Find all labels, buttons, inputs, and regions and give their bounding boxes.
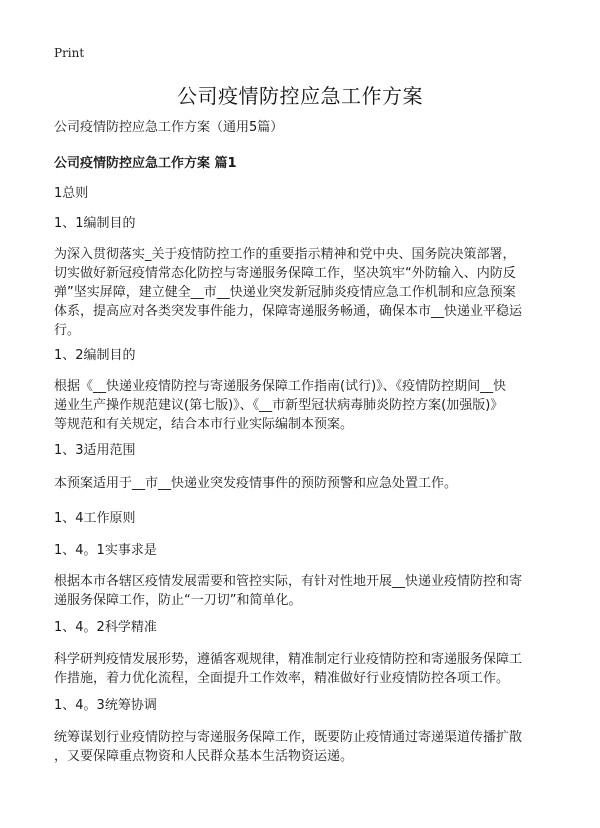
heading-principle-2: 1、4。2科学精准 [54, 620, 157, 635]
paragraph-line: 弹”坚实屏障，建立健全__市__快递业突发新冠肺炎疫情应急工作机制和应急预案 [54, 285, 516, 300]
paragraph-principle-2 [54, 650, 522, 688]
paragraph-line: 等规范和有关规定，结合本市行业实际编制本预案。 [54, 417, 354, 432]
paragraph-line: 统筹谋划行业疫情防控与寄递服务保障工作，既要防止疫情通过寄递渠道传播扩散 [54, 730, 523, 745]
paragraph-line: 体系，提高应对各类突发事件能力，保障寄递服务畅通，确保本市__快递业平稳运 [54, 304, 523, 319]
paragraph-line: 递业生产操作规范建议(第七版)》、《__市新型冠状病毒肺炎防控方案(加强版)》 [54, 398, 504, 413]
heading-principle-1: 1、4。1实事求是 [54, 543, 157, 558]
heading-purpose-2: 1、2编制目的 [54, 348, 136, 363]
paragraph-line: 根据本市各辖区疫情发展需要和管控实际，有针对性地开展__快递业疫情防控和寄 [54, 574, 523, 589]
paragraph-line: ，又要保障重点物资和人民群众基本生活物资运递。 [54, 749, 354, 764]
paragraph-principle-3 [54, 728, 522, 766]
paragraph-line: 作措施，着力优化流程，全面提升工作效率，精准做好行业疫情防控各项工作。 [54, 671, 510, 686]
paragraph-scope [54, 474, 457, 493]
paragraph-line: 递服务保障工作，防止“一刀切”和简单化。 [54, 593, 302, 608]
paragraph-purpose-1 [54, 245, 522, 340]
paragraph-line: 根据《__快递业疫情防控与寄递服务保障工作指南(试行)》、《疫情防控期间__快 [54, 379, 507, 394]
heading-scope: 1、3适用范围 [54, 443, 136, 458]
paragraph-line: 为深入贯彻落实_关于疫情防控工作的重要指示精神和党中央、国务院决策部署， [54, 247, 516, 262]
paragraph-line: 行。 [54, 323, 81, 338]
print-link[interactable]: Print [54, 46, 85, 60]
paragraph-line: 本预案适用于__市__快递业突发疫情事件的预防预警和应急处置工作。 [54, 476, 458, 491]
paragraph-purpose-2 [54, 377, 506, 434]
paragraph-line: 科学研判疫情发展形势，遵循客观规律，精准制定行业疫情防控和寄递服务保障工 [54, 652, 523, 667]
heading-principle-3: 1、4。3统筹协调 [54, 698, 157, 713]
heading-general: 1总则 [54, 186, 89, 201]
document-subtitle: 公司疫情防控应急工作方案（通用5篇） [54, 120, 284, 135]
section-heading: 公司疫情防控应急工作方案 篇1 [54, 156, 237, 171]
document-title: 公司疫情防控应急工作方案 [177, 84, 423, 108]
heading-purpose-1: 1、1编制目的 [54, 216, 136, 231]
paragraph-principle-1 [54, 572, 522, 610]
heading-principles: 1、4工作原则 [54, 511, 136, 526]
paragraph-line: 切实做好新冠疫情常态化防控与寄递服务保障工作，坚决筑牢“外防输入、内防反 [54, 266, 516, 281]
